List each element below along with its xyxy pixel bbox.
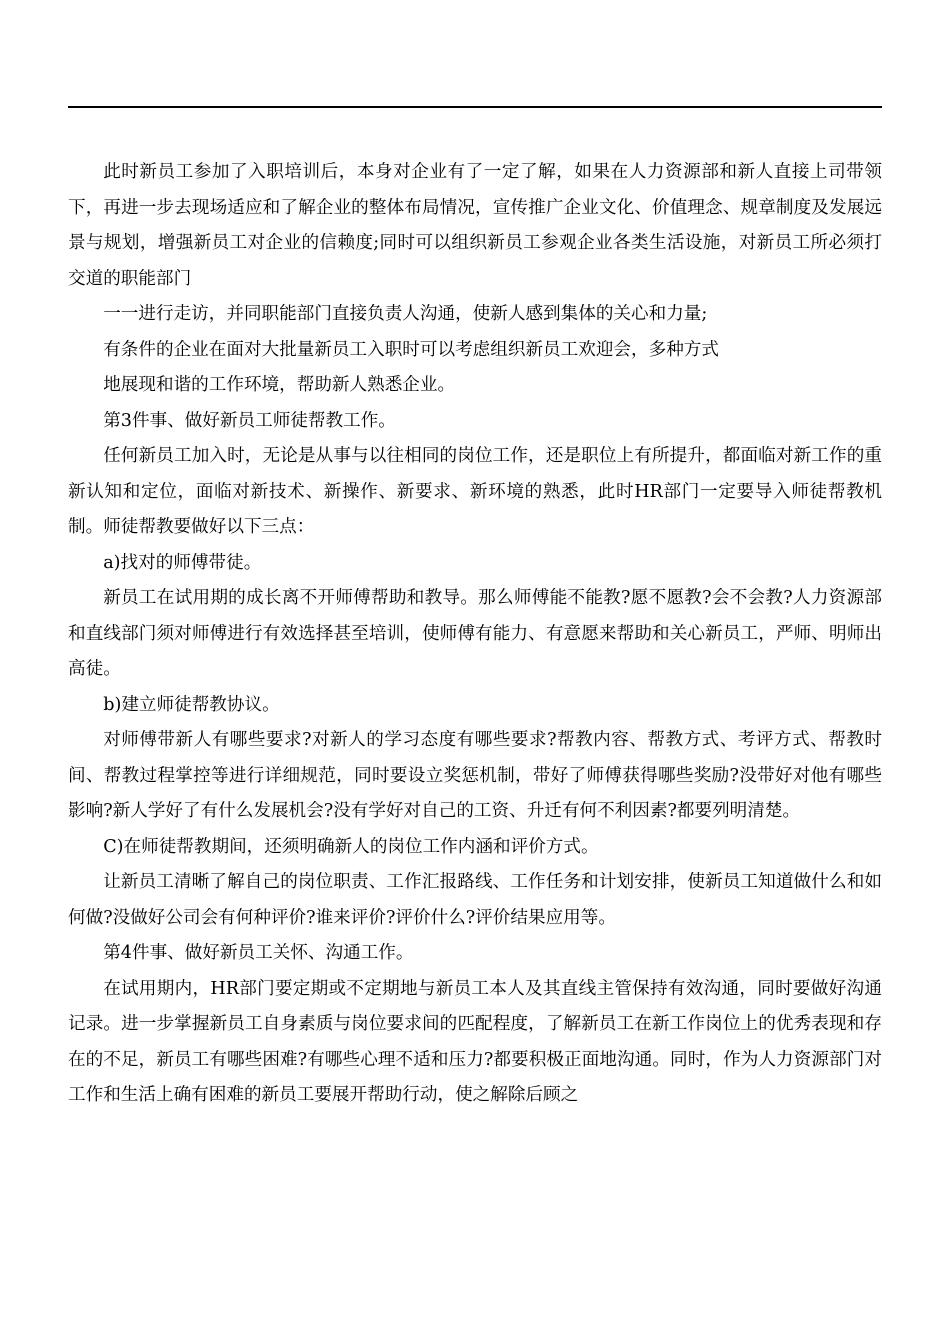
document-body: [68, 155, 882, 1114]
paragraph: 一一进行走访，并同职能部门直接负责人沟通，使新人感到集体的关心和力量;: [103, 304, 708, 324]
section-heading: 第4件事、做好新员工关怀、沟通工作。: [103, 943, 414, 963]
paragraph: 新员工在试用期的成长离不开师傅帮助和教导。那么师傅能不能教?愿不愿教?会不会教?人力资源部和直线部门须对师傅进行有效选择甚至培训，使师傅有能力、有意愿来帮助和关心新员工，严师、明师出高徒。: [68, 588, 882, 679]
paragraph: 任何新员工加入时，无论是从事与以往相同的岗位工作，还是职位上有所提升，都面临对新工作的重新认知和定位，面临对新技术、新操作、新要求、新环境的熟悉，此时HR部门一定要导入师徒帮教机制。师徒帮教要做好以下三点：: [68, 446, 882, 537]
paragraph: 在试用期内，HR部门要定期或不定期地与新员工本人及其直线主管保持有效沟通，同时要做好沟通记录。进一步掌握新员工自身素质与岗位要求间的匹配程度，了解新员工在新工作岗位上的优秀表现和存在的不足，新员工有哪些困难?有哪些心理不适和压力?都要积极正面地沟通。同时，作为人力资源部门对工作和生活上确有困难的新员工要展开帮助行动，使之解除后顾之: [68, 978, 882, 1105]
paragraph: 有条件的企业在面对大批量新员工入职时可以考虑组织新员工欢迎会，多种方式: [103, 339, 719, 360]
list-item-heading: C)在师徒帮教期间，还须明确新人的岗位工作内涵和评价方式。: [103, 836, 599, 857]
header-divider: [68, 106, 882, 108]
list-item-heading: a)找对的师傅带徒。: [103, 552, 262, 573]
paragraph: 让新员工清晰了解自己的岗位职责、工作汇报路线、工作任务和计划安排，使新员工知道做什么和如何做?没做好公司会有何种评价?谁来评价?评价什么?评价结果应用等。: [68, 872, 882, 928]
paragraph: 地展现和谐的工作环境，帮助新人熟悉企业。: [103, 375, 456, 395]
list-item-heading: b)建立师徒帮教协议。: [103, 694, 280, 715]
paragraph: 对师傅带新人有哪些要求?对新人的学习态度有哪些要求?帮教内容、帮教方式、考评方式、帮教时间、帮教过程掌控等进行详细规范，同时要设立奖惩机制，带好了师傅获得哪些奖励?没带好对他有哪些影响?新人学好了有什么发展机会?没有学好对自己的工资、升迁有何不利因素?都要列明清楚。: [68, 730, 882, 821]
section-heading: 第3件事、做好新员工师徒帮教工作。: [103, 410, 396, 431]
paragraph: 此时新员工参加了入职培训后，本身对企业有了一定了解，如果在人力资源部和新人直接上司带领下，再进一步去现场适应和了解企业的整体布局情况，宣传推广企业文化、价值理念、规章制度及发展远景与规划，增强新员工对企业的信赖度;同时可以组织新员工参观企业各类生活设施，对新员工所必须打交道的职能部门: [68, 162, 882, 289]
